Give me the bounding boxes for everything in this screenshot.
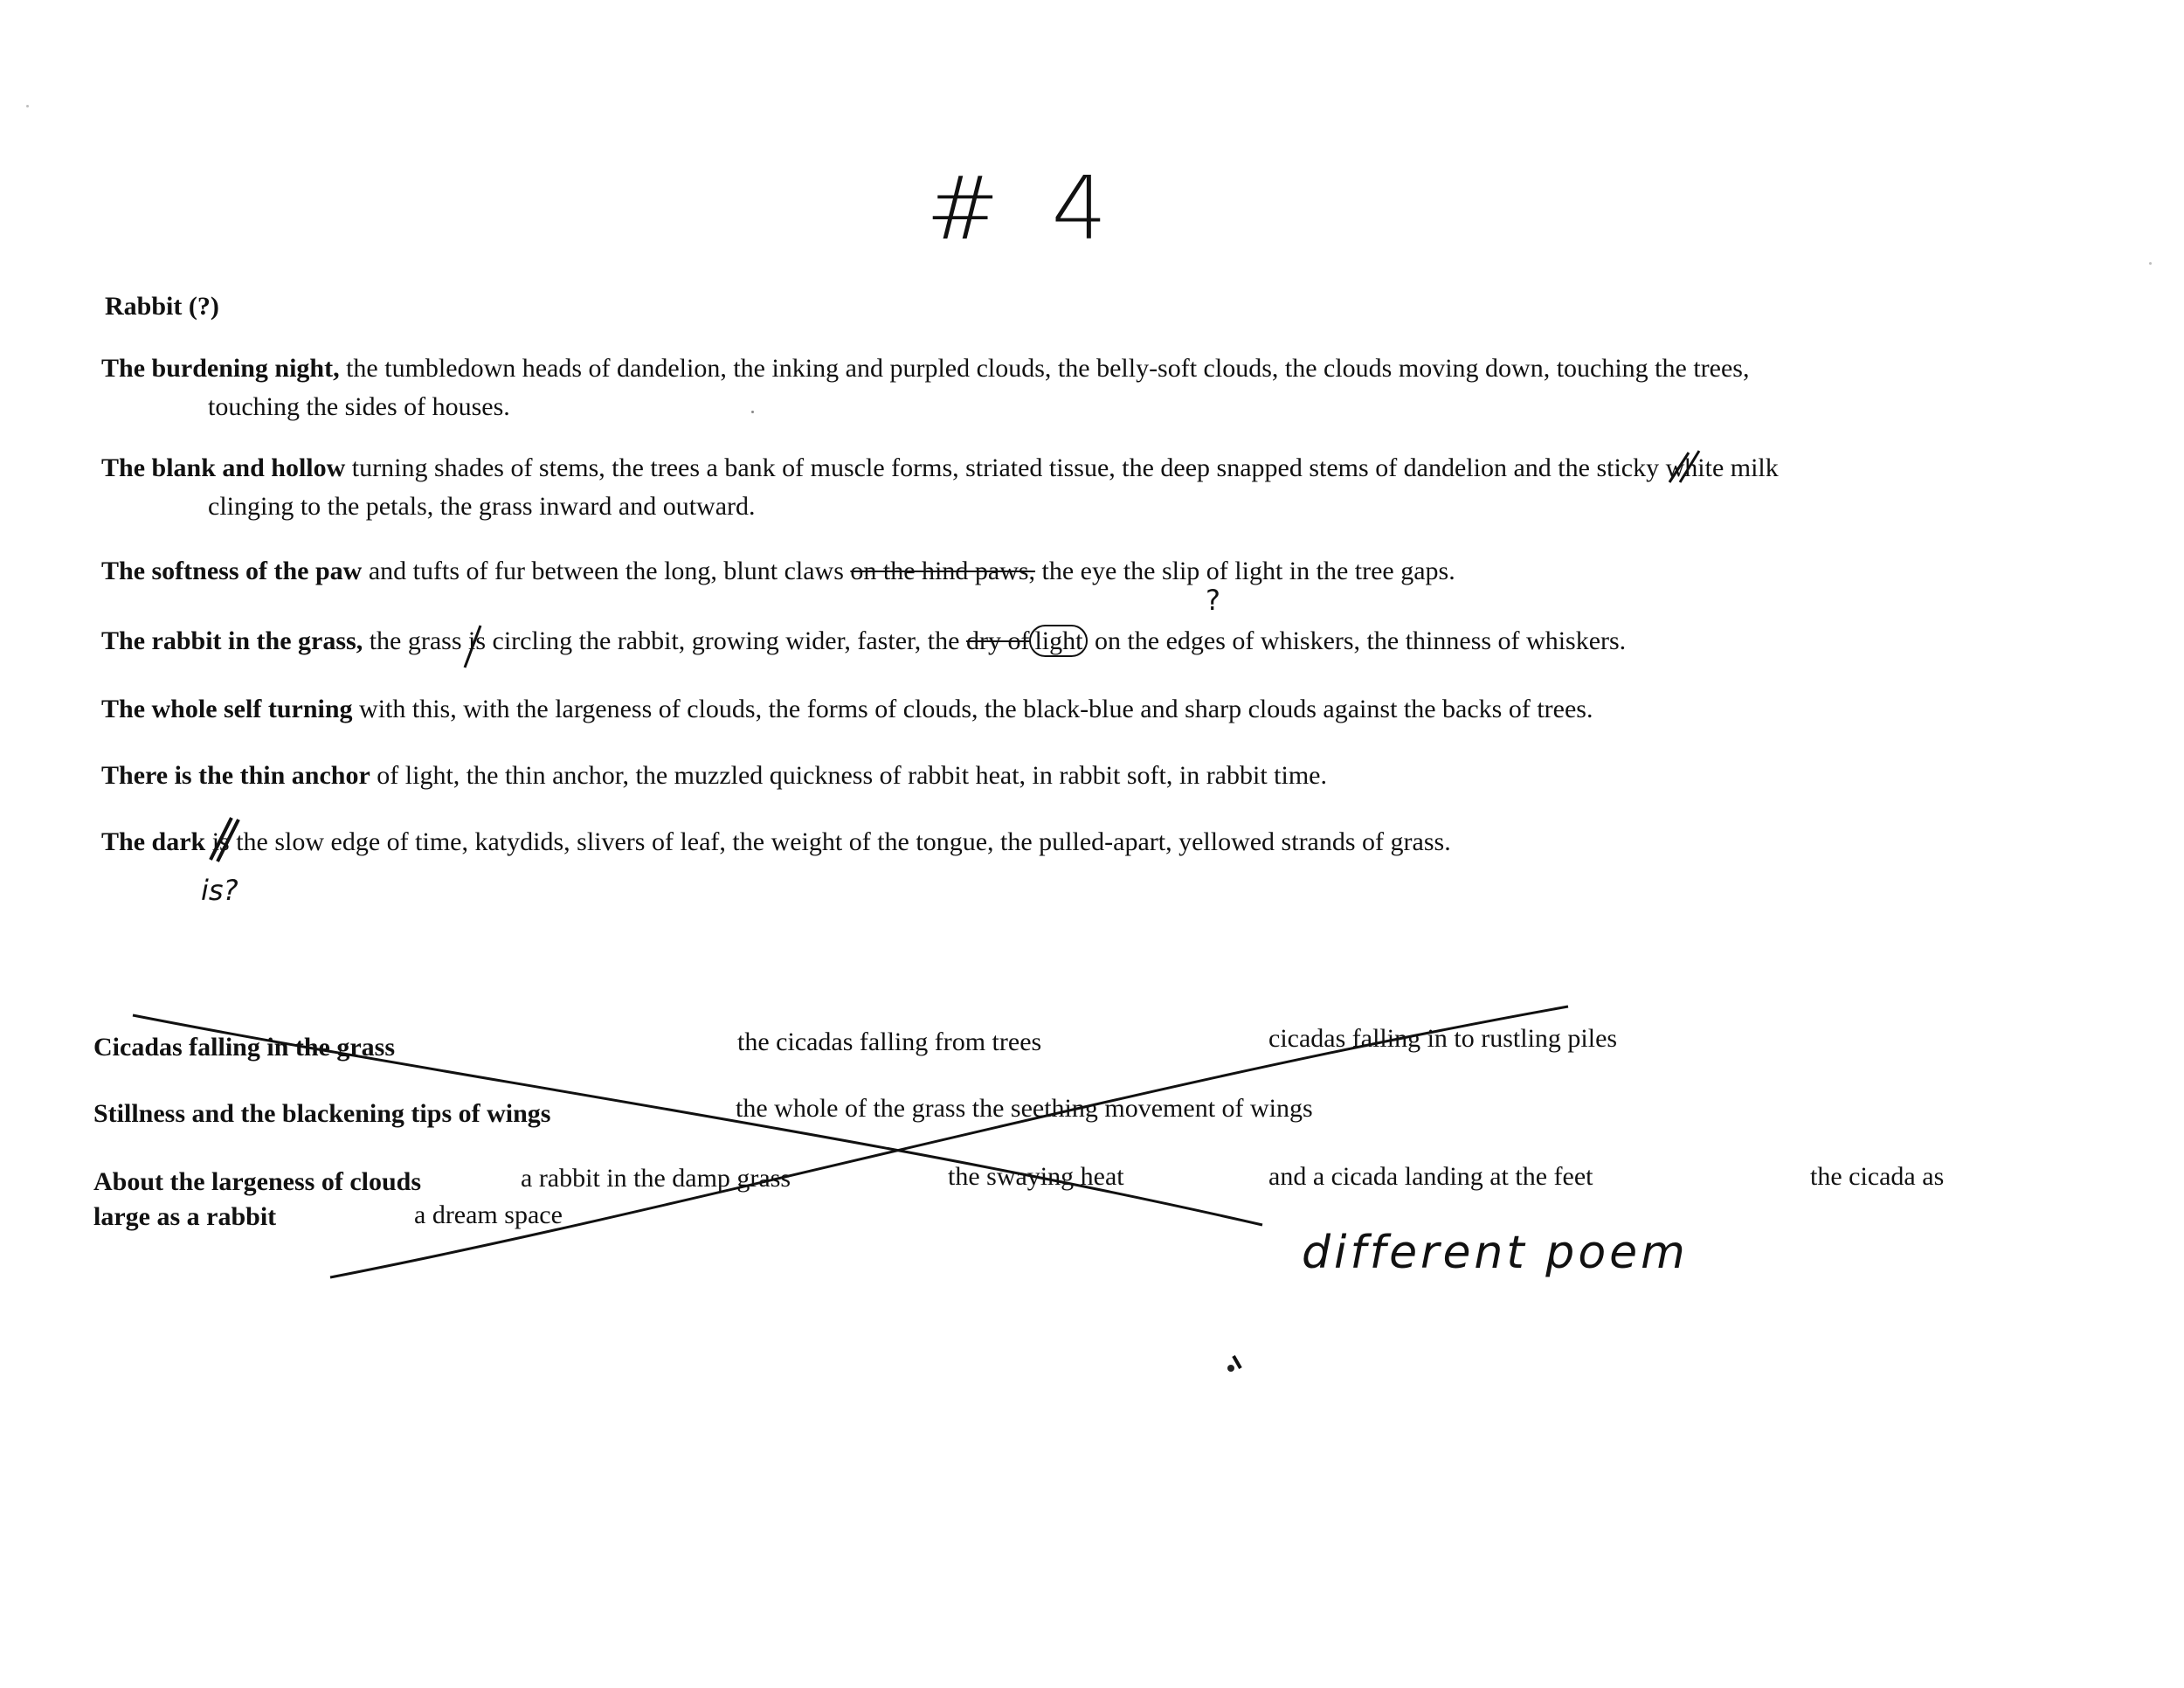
struck-word: white xyxy=(1666,449,1724,488)
stanza-text: the eye the slip of light in the tree gaps. xyxy=(1035,557,1455,585)
stanza-lead: There is the thin anchor xyxy=(101,761,370,790)
stanza-text: the tumbledown heads of dandelion, the inking and purpled clouds, the belly-soft clouds, the clouds moving down, touching the trees, xyxy=(339,354,1750,383)
stanza-4 xyxy=(101,622,1626,661)
stanza-lead: The softness of the paw xyxy=(101,557,363,585)
scan-speck xyxy=(1227,1365,1234,1372)
stanza-text: turning shades of stems, the trees a bank of muscle forms, striated tissue, the deep snapped stems of dandelion and the sticky xyxy=(345,453,1666,482)
page-number-mark: # 4 xyxy=(926,157,1120,259)
different-poem-note: different poem xyxy=(1302,1227,1689,1279)
stanza-text: circling the rabbit, growing wider, faster, the xyxy=(486,626,966,655)
struck-word: is xyxy=(212,823,230,861)
fragment-cicadas-falling: Cicadas falling in the grass xyxy=(93,1033,396,1062)
fragment-largeness: About the largeness of clouds xyxy=(93,1167,422,1196)
fragment-rabbit-damp: a rabbit in the damp grass xyxy=(521,1164,791,1193)
fragment-large-rabbit: large as a rabbit xyxy=(93,1202,277,1231)
stanza-text: on the edges of whiskers, the thinness of whiskers. xyxy=(1088,626,1627,655)
stanza-text: and tufts of fur between the long, blunt claws xyxy=(362,557,851,585)
stanza-1 xyxy=(101,349,1749,426)
stanza-text: the grass xyxy=(363,626,469,655)
fragment-cicada-as: the cicada as xyxy=(1810,1162,1945,1191)
stanza-lead: The rabbit in the grass, xyxy=(101,626,363,655)
stanza-7 xyxy=(101,823,1451,861)
strike-slash-icon xyxy=(1661,447,1710,488)
stanza-5 xyxy=(101,690,1593,729)
strike-slash-icon xyxy=(461,622,496,671)
fragment-swaying-heat: the swaying heat xyxy=(948,1162,1124,1191)
stanza-6 xyxy=(101,757,1327,795)
fragment-whole-grass: the whole of the grass the seething movement of wings xyxy=(736,1094,1313,1123)
is-query-annotation: is? xyxy=(201,874,238,907)
ink-tick xyxy=(1234,1356,1241,1368)
stanza-lead: The blank and hollow xyxy=(101,453,346,482)
scan-speck xyxy=(26,105,29,107)
question-annotation: ? xyxy=(1206,584,1220,617)
stanza-lead: The burdening night, xyxy=(101,354,340,383)
stanza-2 xyxy=(101,449,1779,526)
fragment-stillness: Stillness and the blackening tips of wings xyxy=(93,1099,551,1128)
poem-title: Rabbit (?) xyxy=(105,292,219,321)
stanza-3 xyxy=(101,552,1455,591)
strike-slash-icon xyxy=(205,814,244,865)
stanza-text: of light, the thin anchor, the muzzled quickness of rabbit heat, in rabbit soft, in rabbit time. xyxy=(370,761,1327,790)
circled-word: light xyxy=(1029,625,1088,657)
stanza-text: with this, with the largeness of clouds, the forms of clouds, the black-blue and sharp clouds against the backs of trees. xyxy=(352,695,1593,723)
struck-phrase: on the hind paws, xyxy=(850,557,1036,585)
struck-word: is xyxy=(468,622,486,661)
fragment-cicada-landing: and a cicada landing at the feet xyxy=(1268,1162,1593,1191)
scan-speck xyxy=(2149,262,2152,265)
fragment-dream-space: a dream space xyxy=(414,1200,563,1229)
stanza-text: the slow edge of time, katydids, slivers of leaf, the weight of the tongue, the pulled-apart, yellowed strands of grass. xyxy=(229,827,1451,856)
stanza-continuation: clinging to the petals, the grass inward and outward. xyxy=(208,492,756,521)
stanza-continuation: touching the sides of houses. xyxy=(208,392,510,421)
stanza-lead: The dark xyxy=(101,827,212,856)
fragment-cicadas-trees: the cicadas falling from trees xyxy=(737,1027,1042,1056)
struck-phrase: dry of xyxy=(965,626,1030,655)
stanza-lead: The whole self turning xyxy=(101,695,353,723)
stanza-text: milk xyxy=(1724,453,1779,482)
fragment-rustling-piles: cicadas falling in to rustling piles xyxy=(1268,1024,1618,1053)
